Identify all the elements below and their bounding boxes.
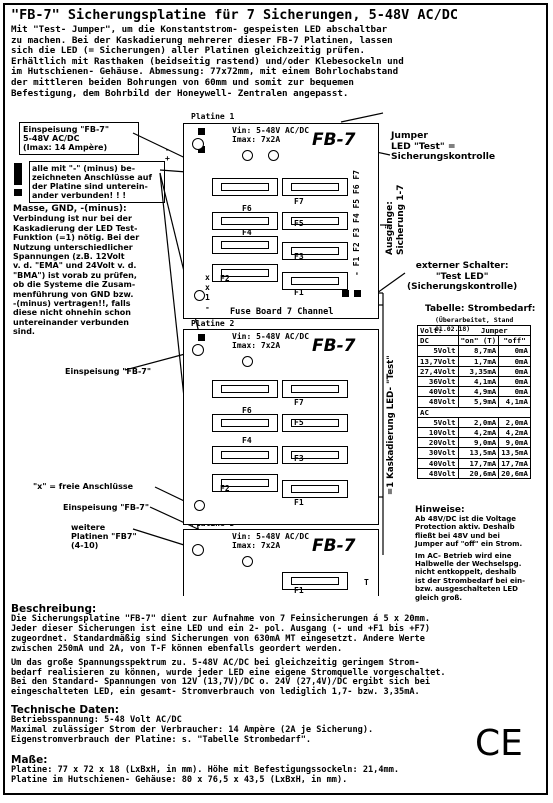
note-line: -(minus) vertragen!!, falls <box>13 299 131 309</box>
table-cell: 13,5mA <box>499 448 531 458</box>
fuse-holder <box>212 178 278 196</box>
table-row <box>418 397 531 407</box>
note-line: "BMA") ist vorab zu prüfen, <box>13 270 137 280</box>
fuse-holder <box>212 380 278 398</box>
board-vin: Vin: 5-48V AC/DC <box>232 532 310 541</box>
body-line: Maximal zulässiger Strom der Verbraucher: 14 Ampère (2A je Sicherung). <box>11 725 374 736</box>
ce-mark-logo: CE <box>475 723 523 764</box>
terminal-icon <box>192 138 204 150</box>
board-imax: Imax: 7x2A <box>232 541 281 550</box>
hinweise-title: Hinweise: <box>415 505 465 515</box>
terminal-label: - <box>165 145 170 154</box>
intro-line: im Hutschienen- Gehäuse. Abmessung: 77x72mm, mit einem Bohrlochabstand <box>11 66 399 78</box>
note-line: sind. <box>13 327 35 337</box>
table-row <box>418 438 531 448</box>
note-line: Jumper <box>391 130 428 141</box>
fuse-label-f1: F1 <box>294 288 304 297</box>
pin-icon <box>198 334 205 341</box>
note-line: diese nicht ohnehin schon <box>13 308 131 318</box>
note-line: menführung von GND bzw. <box>13 289 134 299</box>
terminal-label: 1 <box>205 293 210 302</box>
led-ring-icon <box>242 356 253 367</box>
section-heading: Maße: <box>11 753 48 766</box>
fuse-label-f6: F6 <box>242 406 252 415</box>
terminal-label: - <box>205 303 210 312</box>
table-cell: 1,7mA <box>458 356 499 366</box>
fuse-holder <box>212 236 278 254</box>
note-line: alle mit "-" (minus) be- <box>32 164 136 173</box>
table-row <box>418 448 531 458</box>
table-cell: 4,2mA <box>458 428 499 438</box>
hinweise-note <box>415 505 541 602</box>
intro-line: Befestigung, dem Bohrbild der Honeywell- Zentralen angepasst. <box>11 87 349 99</box>
fuse-holder <box>282 212 348 230</box>
note-line: Sicherung 1-7 <box>396 184 406 255</box>
table-cell: 0mA <box>499 387 531 397</box>
test-label: T <box>364 578 369 587</box>
ausgaenge-note <box>385 175 411 255</box>
einspeisung-note-low: Einspeisung "FB-7" <box>63 503 150 512</box>
intro-line: Mit "Test- Jumper", um die Konstantstrom- gespeisten LED abschaltbar <box>11 24 388 35</box>
table-cell: 20,6mA <box>458 468 499 478</box>
fuse-board-3 <box>183 529 379 596</box>
fuse-holder <box>282 446 348 464</box>
note-line: Sicherungskontrolle <box>391 151 496 162</box>
note-line: bzw. ausgeschalteten LED <box>415 585 518 594</box>
board-vin: Vin: 5-48V AC/DC <box>232 126 310 135</box>
note-line: ander verbunden! ! ! <box>32 191 127 200</box>
note-line: LED "Test" = <box>391 140 456 152</box>
table-header: Volt: <box>418 326 459 336</box>
table-cell: 17,7mA <box>458 458 499 468</box>
body-line: zugeordnet. Standardmäßig sind Sicherungen von 630mA MT eingesetzt. Andere Werte <box>11 633 425 644</box>
body-line: Die Sicherungsplatine "FB-7" dient zur Aufnahme von 7 Feinsicherungen á 5 x 20mm. <box>11 614 431 624</box>
strombedarf-table <box>417 325 531 479</box>
output-labels: - F1 F2 F3 F4 F5 F6 F7 <box>352 170 361 276</box>
table-header: Jumper <box>458 326 530 336</box>
table-cell: 20,6mA <box>499 468 531 478</box>
body-line: Um das große Spannungsspektrum zu. 5-48V AC/DC bei gleichzeitig geringem Strom- <box>11 657 420 668</box>
table-header: "off" <box>499 336 531 346</box>
table-row <box>418 346 531 356</box>
einspeisung-note-mid: Einspeisung "FB-7" <box>65 367 152 376</box>
table-row <box>418 356 531 366</box>
board-imax: Imax: 7x2A <box>232 135 281 144</box>
kaskadierung-note: =1 Kaskadierung LED- "Test" <box>386 355 396 495</box>
led-ring-icon <box>242 556 253 567</box>
fuse-holder <box>282 178 348 196</box>
fuse-holder <box>212 414 278 432</box>
table-row <box>418 326 531 336</box>
fuse-holder <box>282 480 348 498</box>
body-line: eingeschalteten LED, ein gesamt- Stromverbrauch von lediglich 1,7- bzw. 3,35mA. <box>11 687 420 698</box>
led-ring-icon <box>242 150 253 161</box>
table-cell: 10Volt <box>418 428 459 438</box>
note-line: Protection aktiv. Deshalb <box>415 523 515 532</box>
board-name: FB-7 <box>312 130 356 150</box>
body-line: bedarf realisieren zu können, wurde jeder LED eine eigene Stromquelle vorgeschaltet. <box>11 667 446 678</box>
page-title: "FB-7" Sicherungsplatine für 7 Sicherungen, 5-48V AC/DC <box>11 7 459 23</box>
fuse-holder <box>282 414 348 432</box>
table-cell: 4,1mA <box>458 377 499 387</box>
terminal-strip-1b <box>205 273 210 313</box>
note-line: Verbindung ist nur bei der <box>13 214 132 224</box>
note-line: "Test LED" <box>435 271 489 282</box>
note-line: Halbwelle der Wechselspg. <box>415 560 522 569</box>
body-line: Betriebsspannung: 5-48 Volt AC/DC <box>11 715 182 726</box>
board-label-2: Platine 2 <box>191 319 235 328</box>
table-header: DC <box>418 336 459 346</box>
table-cell: 0mA <box>499 377 531 387</box>
table-cell: 4,9mA <box>458 387 499 397</box>
note-line: Funktion (=1) nötig. Bei der <box>13 233 140 243</box>
fuse-label-f1: F1 <box>294 498 304 507</box>
board-name: FB-7 <box>312 536 356 556</box>
body-line: Eigenstromverbrauch der Platine: s. "Tabelle Strombedarf". <box>11 735 312 746</box>
table-cell: 4,2mA <box>499 428 531 438</box>
table-header: AC <box>418 407 531 417</box>
board-name: FB-7 <box>312 336 356 356</box>
datasheet-page <box>3 3 548 795</box>
fuse-board-caption: Fuse Board 7 Channel <box>230 307 334 317</box>
fuse-label-f7: F7 <box>294 197 304 206</box>
table-cell: 3,35mA <box>458 366 499 376</box>
note-line: Platinen "FB7" <box>71 532 137 541</box>
jumper-note <box>391 131 495 163</box>
table-cell: 9,0mA <box>499 438 531 448</box>
note-line: ob die Systeme die Zusam- <box>13 280 136 290</box>
note-line: der Platine sind unterein- <box>32 182 148 191</box>
section-heading: Beschreibung: <box>11 603 97 615</box>
table-cell: 13,5mA <box>458 448 499 458</box>
note-line: fließt bei 48V und bei <box>415 531 500 540</box>
table-title: Tabelle: Strombedarf: <box>425 304 536 314</box>
fuse-label-f1: F1 <box>294 586 304 595</box>
body-line: zwischen 250mA und 2A, von T-F können ebenfalls geordert werden. <box>11 643 343 654</box>
note-line: Spannungen (z.B. 12Volt <box>13 252 125 262</box>
fuse-holder <box>282 380 348 398</box>
jumper-pin-icon <box>342 290 349 297</box>
table-cell: 8,7mA <box>458 346 499 356</box>
table-row <box>418 468 531 478</box>
fuse-holder <box>282 272 348 290</box>
fuse-label-f3: F3 <box>294 252 304 261</box>
intro-line: der mittleren beiden Bohrungen von 60mm und somit zur bequemen <box>11 76 354 88</box>
note-line: (Sicherungskontrolle) <box>407 282 518 292</box>
table-cell: 5Volt <box>418 417 459 427</box>
note-line: zeichneten Anschlüsse auf <box>32 173 152 182</box>
fuse-label-f2: F2 <box>220 274 230 283</box>
schalter-note <box>407 261 517 293</box>
fuse-label-f4: F4 <box>242 228 252 237</box>
fuse-label-f3: F3 <box>294 454 304 463</box>
table-row <box>418 458 531 468</box>
table-cell: 17,7mA <box>499 458 531 468</box>
table-cell: 13,7Volt <box>418 356 459 366</box>
note-line: v. d. "EMA" und 24Volt v. d. <box>13 261 137 271</box>
body-line: Platine im Hutschienen- Gehäuse: 80 x 76,5 x 43,5 (LxBxH, in mm). <box>11 774 348 785</box>
spacer <box>11 746 531 754</box>
fuse-label-f7: F7 <box>294 398 304 407</box>
table-cell: 40Volt <box>418 458 459 468</box>
fuse-label-f5: F5 <box>294 418 304 427</box>
body-line: Jeder dieser Sicherungen ist eine LED und ein 2- pol. Ausgang (- und +F1 bis +F7) <box>11 623 431 634</box>
jumper-pin-icon <box>354 290 361 297</box>
terminal-label: x <box>205 273 210 282</box>
intro-line: zu machen. Bei der Kaskadierung mehrerer dieser FB-7 Platinen, lassen <box>11 34 393 46</box>
fuse-board-1 <box>183 123 379 319</box>
table-row <box>418 366 531 376</box>
pin-icon <box>198 128 205 135</box>
note-line: Jumper auf "off" ein Strom. <box>415 540 523 549</box>
table-cell: 40Volt <box>418 387 459 397</box>
note-line: (Imax: 14 Ampère) <box>23 143 108 152</box>
table-cell: 30Volt <box>418 448 459 458</box>
fuse-holder <box>282 242 348 260</box>
table-cell: 4,1mA <box>499 397 531 407</box>
table-cell: 36Volt <box>418 377 459 387</box>
free-terminals-note: "x" = freie Anschlüsse <box>33 482 134 491</box>
note-line: Im AC- Betrieb wird eine <box>415 551 512 560</box>
note-line: Einspeisung "FB-7" <box>23 125 110 134</box>
fuse-holder <box>212 446 278 464</box>
intro-line: sich die LED (= Sicherungen) aller Platinen gleichzeitig prüfen. <box>11 45 366 57</box>
table-cell: 9,0mA <box>458 438 499 448</box>
table-row <box>418 407 531 417</box>
table-row <box>418 428 531 438</box>
note-line: ist der Strombedarf bei ein- <box>415 576 525 585</box>
table-cell: 0mA <box>499 366 531 376</box>
note-line: (4-10) <box>71 541 99 550</box>
beschreibung-section <box>11 603 531 786</box>
table-cell: 48Volt <box>418 468 459 478</box>
fuse-label-f6: F6 <box>242 204 252 213</box>
body-line: Bei den Standard- Spannungen von 12V (13,7V)/DC o. 24V (27,4V)/DC ergibt sich bei <box>11 677 431 688</box>
table-cell: 0mA <box>499 356 531 366</box>
section-heading: Technische Daten: <box>11 704 120 717</box>
table-header: "on" (T) <box>458 336 499 346</box>
terminal-strip-1 <box>165 145 179 163</box>
mount-hole-icon <box>194 290 205 301</box>
intro-line: Erhältlich mit Rasthaken (beidseitig rastend) und/oder Klebesockeln und <box>11 55 404 67</box>
terminal-icon <box>192 344 204 356</box>
table-cell: 20Volt <box>418 438 459 448</box>
fuse-board-2 <box>183 329 379 525</box>
terminal-icon <box>192 544 204 556</box>
mount-hole-icon <box>194 500 205 511</box>
table-cell: 5,9mA <box>458 397 499 407</box>
table-cell: 27,4Volt <box>418 366 459 376</box>
note-line: Nutzung unterschiedlicher <box>13 242 133 252</box>
terminal-label: + <box>165 154 170 163</box>
note-line: weitere <box>71 523 106 532</box>
table-cell: 0mA <box>499 346 531 356</box>
board-label-1: Platine 1 <box>191 112 235 121</box>
table-row <box>418 417 531 427</box>
table-cell: 48Volt <box>418 397 459 407</box>
note-line: Ausgänge: <box>385 201 395 255</box>
table-row <box>418 377 531 387</box>
table-cell: 2,0mA <box>499 417 531 427</box>
board-vin: Vin: 5-48V AC/DC <box>232 332 310 341</box>
masse-heading: Masse, GND, -(minus): <box>13 204 127 214</box>
note-line: gleich groß. <box>415 593 463 602</box>
note-line: externer Schalter: <box>415 261 509 271</box>
board-imax: Imax: 7x2A <box>232 341 281 350</box>
body-line: Platine: 77 x 72 x 18 (LxBxH, in mm). Höhe mit Befestigungssockeln: 21,4mm. <box>11 764 400 775</box>
note-line: Ab 48V/DC ist die Voltage <box>415 515 516 523</box>
led-ring-icon <box>268 150 279 161</box>
table-cell: 2,0mA <box>458 417 499 427</box>
note-line: nicht entkoppelt, deshalb <box>415 568 517 577</box>
fuse-label-f4: F4 <box>242 436 252 445</box>
note-line: 5-48V AC/DC <box>23 134 80 143</box>
terminal-label: x <box>205 283 210 292</box>
table-cell: 5Volt <box>418 346 459 356</box>
table-row <box>418 336 531 346</box>
fuse-holder <box>282 572 348 590</box>
note-line: Kaskadierung der LED Test- <box>13 223 138 233</box>
note-line: untereinander verbunden <box>13 317 129 327</box>
fuse-label-f2: F2 <box>220 484 230 493</box>
fuse-label-f5: F5 <box>294 219 304 228</box>
table-subtitle: (Überarbeitet, Stand 01.02.18) <box>435 316 514 333</box>
table-row <box>418 387 531 397</box>
